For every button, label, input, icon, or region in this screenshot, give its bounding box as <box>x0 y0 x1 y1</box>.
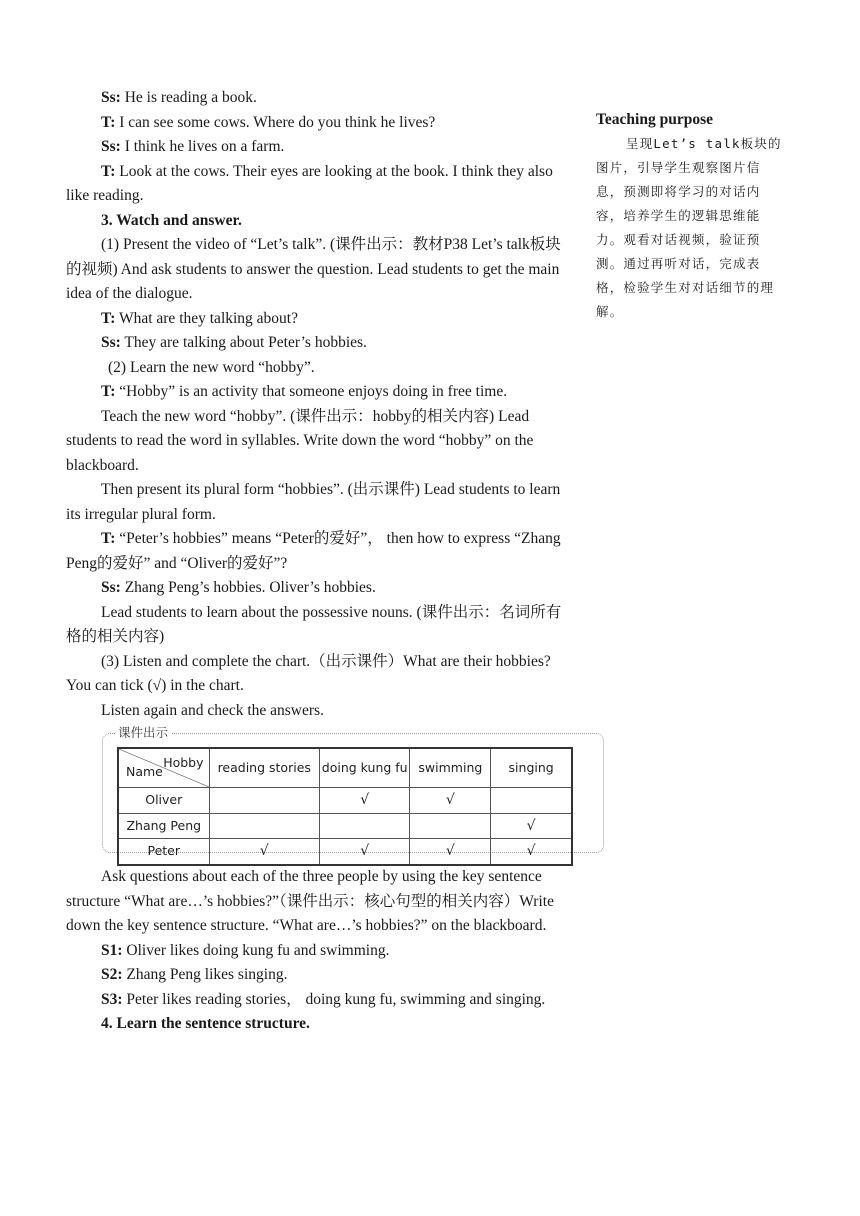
dialogue-text: Zhang Peng likes singing. <box>122 966 288 983</box>
section-heading: 4. Learn the sentence structure. <box>101 1015 310 1032</box>
speaker-label: T: <box>101 309 116 327</box>
tick-cell: √ <box>209 839 319 865</box>
table-row <box>118 788 572 814</box>
paragraph: Listen again and check the answers. <box>101 701 324 719</box>
paragraph: Lead students to learn about the possessive nouns. (课件出示：名词所有格的相关内容) <box>66 603 562 645</box>
sidebar-title: Teaching purpose <box>596 111 713 128</box>
table-row <box>118 813 572 839</box>
row-name: Oliver <box>118 788 209 814</box>
teaching-purpose-sidebar <box>596 110 782 324</box>
paragraph: Then present its plural form “hobbies”. (出示课件) Lead students to learn its irregular plural form. <box>66 481 561 523</box>
row-name: Peter <box>118 839 209 865</box>
section-heading: 3. Watch and answer. <box>101 211 242 229</box>
hobby-chart <box>117 747 573 866</box>
dialogue-text: Peter likes reading stories， doing kung fu, swimming and singing. <box>122 990 546 1008</box>
dialogue-text: “Peter’s hobbies” means “Peter的爱好”， then how to express “Zhang Peng的爱好” and “Oliver的爱好”? <box>66 530 561 572</box>
dialogue-text: Look at the cows. Their eyes are looking at the book. I think they also like reading. <box>66 162 553 204</box>
courseware-callout <box>102 725 604 859</box>
tick-cell <box>209 788 319 814</box>
dialogue-line <box>66 86 576 111</box>
speaker-label: T: <box>101 383 116 400</box>
dialogue-line <box>66 963 576 988</box>
dialogue-line <box>66 988 576 1013</box>
speaker-label: Ss: <box>101 334 121 351</box>
paragraph: Teach the new word “hobby”. (课件出示：hobby的相关内容) Lead students to read the word in syllables. Write down the word “hobby” on the blackboard. <box>66 407 534 474</box>
speaker-label: T: <box>101 113 116 131</box>
paragraph: (2) Learn the new word “hobby”. <box>108 358 315 376</box>
tick-cell: √ <box>319 788 409 814</box>
table-row <box>118 839 572 865</box>
tick-cell <box>491 788 572 814</box>
dialogue-text: They are talking about Peter’s hobbies. <box>120 334 367 351</box>
tick-cell <box>209 813 319 839</box>
tick-cell: √ <box>319 839 409 865</box>
dialogue-line <box>66 331 576 356</box>
dialogue-line <box>66 111 576 136</box>
paragraph: (3) Listen and complete the chart.（出示课件）What are their hobbies? You can tick (√) in the chart. <box>66 652 551 694</box>
tick-cell <box>410 813 491 839</box>
row-name: Zhang Peng <box>118 813 209 839</box>
dialogue-text: Zhang Peng’s hobbies. Oliver’s hobbies. <box>120 579 376 596</box>
dialogue-line <box>66 380 576 405</box>
speaker-label: T: <box>101 162 116 180</box>
tick-cell <box>319 813 409 839</box>
tick-cell: √ <box>410 839 491 865</box>
header-name: Name <box>126 763 163 779</box>
chart-corner-header <box>118 748 209 788</box>
speaker-label: Ss: <box>101 579 121 596</box>
speaker-label: T: <box>101 530 116 547</box>
paragraph: (1) Present the video of “Let’s talk”. (课件出示：教材P38 Let’s talk板块的视频) And ask students to answer the question. Lead students to get the main idea of the dialogue. <box>66 236 561 302</box>
column-header: doing kung fu <box>319 748 409 788</box>
column-header: reading stories <box>209 748 319 788</box>
dialogue-text: I think he lives on a farm. <box>120 138 285 155</box>
header-hobby: Hobby <box>163 755 204 770</box>
tick-cell: √ <box>491 813 572 839</box>
dialogue-text: I can see some cows. Where do you think he lives? <box>115 113 436 131</box>
dialogue-line <box>66 527 576 576</box>
sidebar-body: 呈现Let’s talk板块的图片，引导学生观察图片信息，预测即将学习的对话内容，培养学生的逻辑思维能力。观看对话视频，验证预测。通过再听对话，完成表格，检验学生对对话细节的理解。 <box>596 136 782 319</box>
speaker-label: Ss: <box>101 89 121 106</box>
dialogue-text: He is reading a book. <box>120 89 257 106</box>
column-header: singing <box>491 748 572 788</box>
lesson-body <box>66 86 576 1037</box>
speaker-label: S1: <box>101 941 123 959</box>
dialogue-text: Oliver likes doing kung fu and swimming. <box>122 941 390 959</box>
speaker-label: S2: <box>101 966 123 983</box>
dialogue-line <box>66 160 576 209</box>
dialogue-text: “Hobby” is an activity that someone enjoys doing in free time. <box>115 383 508 400</box>
tick-cell: √ <box>410 788 491 814</box>
dialogue-line <box>66 576 576 601</box>
column-header: swimming <box>410 748 491 788</box>
dialogue-line <box>66 939 576 964</box>
speaker-label: Ss: <box>101 138 121 155</box>
dialogue-line <box>66 307 576 332</box>
speaker-label: S3: <box>101 990 123 1008</box>
dialogue-text: What are they talking about? <box>115 309 298 327</box>
callout-label: 课件出示 <box>115 725 171 741</box>
tick-cell: √ <box>491 839 572 865</box>
dialogue-line <box>66 135 576 160</box>
paragraph: Ask questions about each of the three people by using the key sentence structure “What are…’s hobbies?”（课件出示：核心句型的相关内容）Write down the key sentence structure. “What are…’s hobbies?” on the blackboard. <box>66 868 554 934</box>
